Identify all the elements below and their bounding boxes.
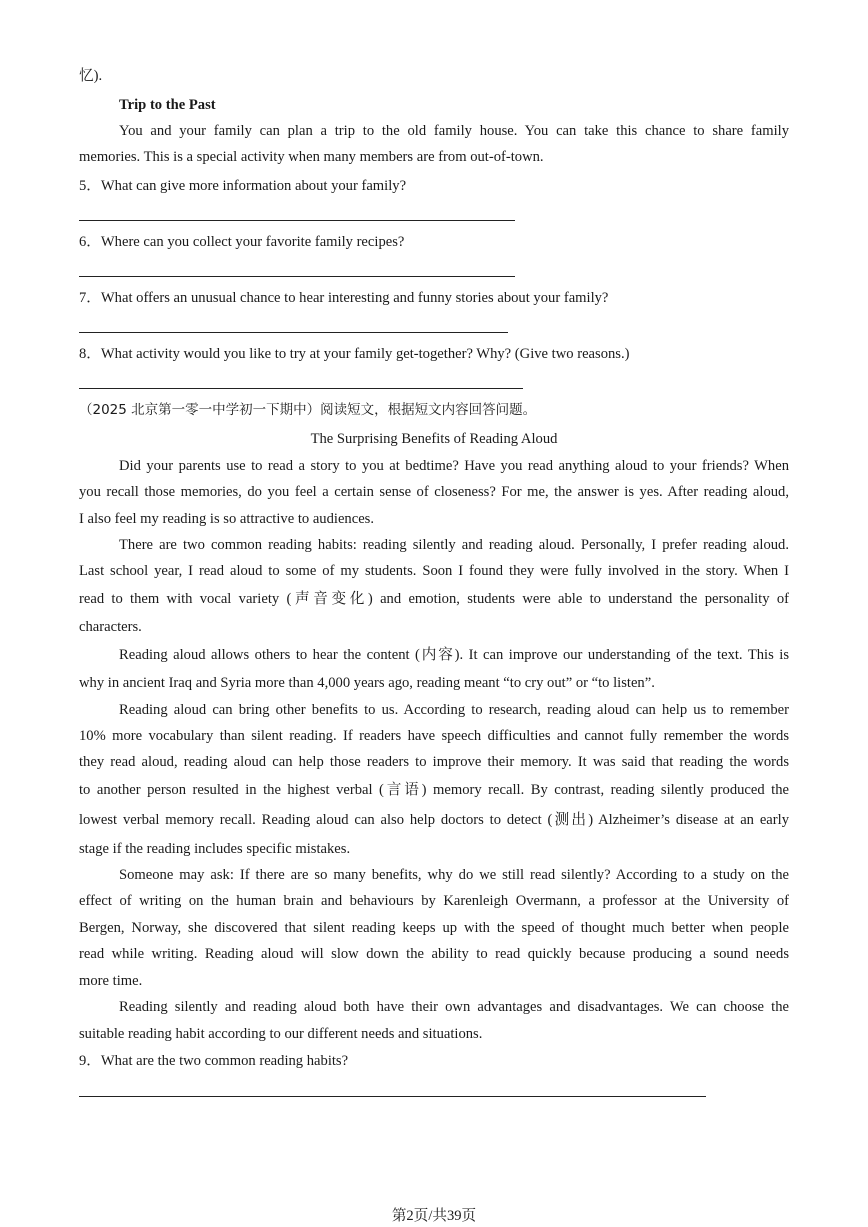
- p3-line: Reading aloud allows others to hear the content (内容). It can improve our understanding of the text. This is: [119, 647, 789, 663]
- p2-line: characters.: [79, 619, 142, 635]
- carry-over-text: 忆).: [79, 68, 103, 84]
- p1-line: Did your parents use to read a story to you at bedtime? Have you read anything aloud to your friends? When: [119, 458, 789, 474]
- answer-line-5: [79, 220, 515, 221]
- p3-line: why in ancient Iraq and Syria more than 4,000 years ago, reading meant “to cry out” or “to listen”.: [79, 675, 655, 691]
- p5-line: more time.: [79, 973, 143, 989]
- question-8: 8．What activity would you like to try at your family get-together? Why? (Give two reasons.): [79, 346, 630, 362]
- article-title: The Surprising Benefits of Reading Aloud: [310, 431, 558, 447]
- p6-line: Reading silently and reading aloud both have their own advantages and disadvantages. We can choose the: [119, 999, 789, 1015]
- question-7: 7．What offers an unusual chance to hear interesting and funny stories about your family?: [79, 290, 609, 306]
- p4-line: 10% more vocabulary than silent reading. If readers have speech difficulties and cannot fully remember the words: [79, 728, 789, 744]
- answer-line-6: [79, 276, 515, 277]
- page-footer: 第2页/共39页: [391, 1208, 477, 1224]
- answer-line-9: [79, 1096, 706, 1097]
- p2-line: read to them with vocal variety (声音变化) and emotion, students were able to understand the personality of: [79, 591, 789, 607]
- p4-line: to another person resulted in the highest verbal (言语) memory recall. By contrast, reading silently produced the: [79, 782, 789, 798]
- trip-paragraph-line: memories. This is a special activity when many members are from out-of-town.: [79, 149, 544, 165]
- p4-line: they read aloud, reading aloud can help those readers to improve their memory. It was said that reading the words: [79, 754, 789, 770]
- question-6: 6．Where can you collect your favorite family recipes?: [79, 234, 405, 250]
- p5-line: Bergen, Norway, she discovered that silent reading keeps up with the speed of thought much better when people: [79, 920, 789, 936]
- p4-line: stage if the reading includes specific mistakes.: [79, 841, 351, 857]
- p2-line: There are two common reading habits: reading silently and reading aloud. Personally, I prefer reading aloud.: [119, 537, 789, 553]
- p4-line: lowest verbal memory recall. Reading aloud can also help doctors to detect (测出) Alzheimer’s disease at an early: [79, 812, 789, 828]
- p5-line: read while writing. Reading aloud will slow down the ability to read quickly because producing a sound needs: [79, 946, 789, 962]
- section-title: Trip to the Past: [119, 97, 216, 113]
- answer-line-7: [79, 332, 508, 333]
- question-9: 9．What are the two common reading habits?: [79, 1053, 349, 1069]
- p4-line: Reading aloud can bring other benefits to us. According to research, reading aloud can help us to remember: [119, 702, 789, 718]
- p6-line: suitable reading habit according to our different needs and situations.: [79, 1026, 483, 1042]
- p1-line: I also feel my reading is so attractive to audiences.: [79, 511, 375, 527]
- source-note: （2025 北京第一零一中学初一下期中）阅读短文，根据短文内容回答问题。: [79, 402, 537, 418]
- p2-line: Last school year, I read aloud to some of my students. Soon I found they were fully involved in the story. When I: [79, 563, 789, 579]
- trip-paragraph-line: You and your family can plan a trip to the old family house. You can take this chance to share family: [119, 123, 789, 139]
- p5-line: Someone may ask: If there are so many benefits, why do we still read silently? According to a study on the: [119, 867, 789, 883]
- p1-line: you recall those memories, do you feel a certain sense of closeness? For me, the answer is yes. After reading aloud,: [79, 484, 789, 500]
- answer-line-8: [79, 388, 523, 389]
- p5-line: effect of writing on the human brain and behaviours by Karenleigh Overmann, a professor at the University of: [79, 893, 789, 909]
- question-5: 5．What can give more information about your family?: [79, 178, 407, 194]
